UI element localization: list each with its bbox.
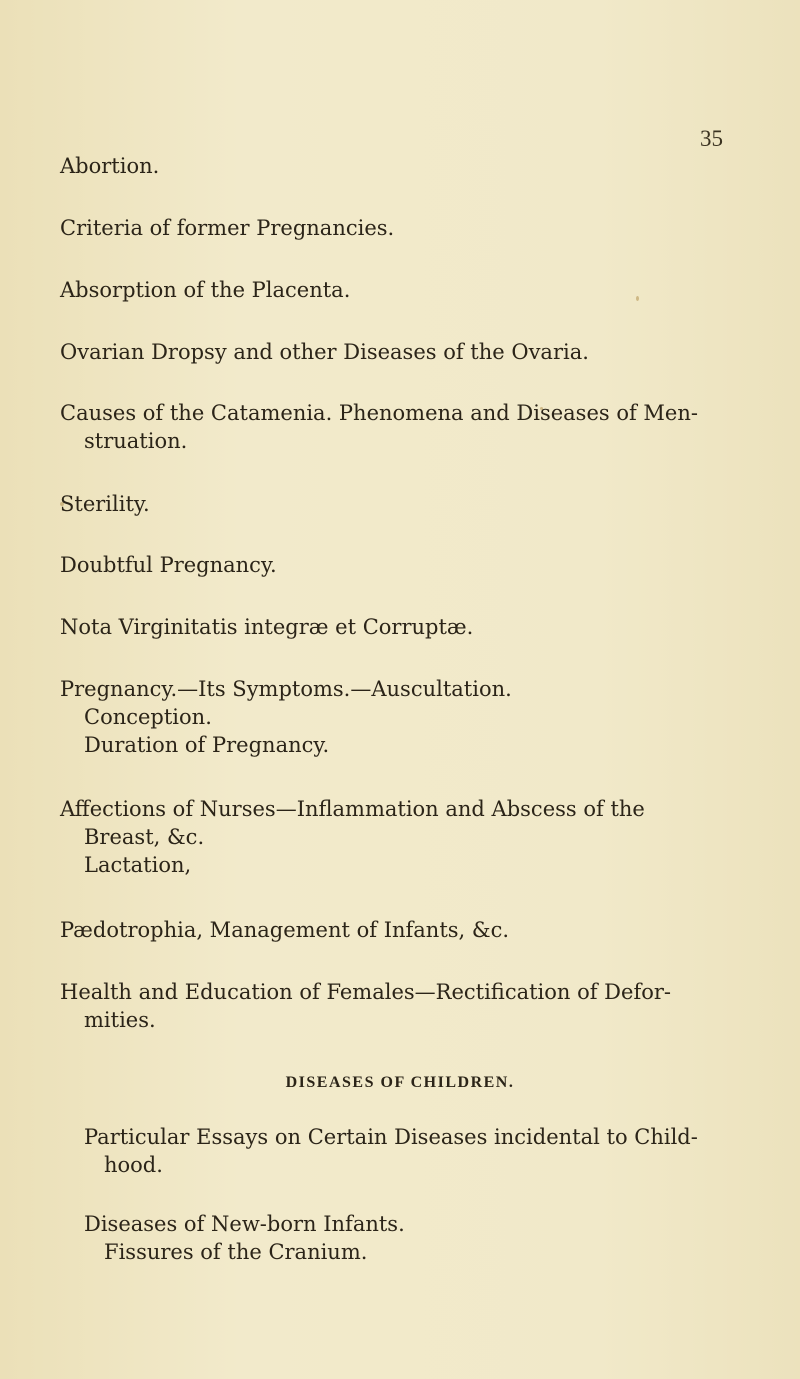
entry-line: Conception. [84,705,212,729]
entry-line: Affections of Nurses—Inflammation and Abscess of the [60,797,645,821]
entry-health-education [60,978,770,1034]
entry-nota-virginitatis [60,613,770,641]
entry-new-born-infants [60,1210,770,1266]
entry-abortion [60,152,770,180]
entry-line: Lactation, [84,853,192,877]
section-heading: DISEASES OF CHILDREN. [285,1074,515,1091]
entry-line: Absorption of the Placenta. [60,278,351,302]
entry-line: Nota Virginitatis integræ et Corruptæ. [60,615,474,639]
entry-particular-essays [60,1123,770,1179]
entry-absorption [60,276,770,304]
entry-sterility [60,490,770,518]
entry-line: Doubtful Pregnancy. [60,553,277,577]
entry-line: Sterility. [60,492,150,516]
entry-line: Causes of the Catamenia. Phenomena and Diseases of Men- [60,401,698,425]
entry-catamenia [60,399,770,455]
entry-line: mities. [84,1008,156,1032]
entry-line: Duration of Pregnancy. [84,733,330,757]
entry-line: Pædotrophia, Management of Infants, &c. [60,918,510,942]
entry-paedotrophia [60,916,770,944]
entry-pregnancy [60,675,770,759]
entry-ovarian-dropsy [60,338,770,366]
entry-line: Abortion. [60,154,160,178]
entry-line: Diseases of New-born Infants. [84,1212,405,1236]
entry-line: Health and Education of Females—Rectification of Defor- [60,980,671,1004]
entry-line: Criteria of former Pregnancies. [60,216,395,240]
entry-line: Breast, &c. [84,825,205,849]
entry-criteria [60,214,770,242]
entry-line: hood. [104,1153,163,1177]
entry-line: Particular Essays on Certain Diseases incidental to Child- [84,1125,698,1149]
page-number: 35 [700,126,723,151]
entry-affections-of-nurses [60,795,770,879]
entry-line: Ovarian Dropsy and other Diseases of the Ovaria. [60,340,589,364]
entry-line: struation. [84,429,188,453]
entry-line: Pregnancy.—Its Symptoms.—Auscultation. [60,677,512,701]
entry-doubtful-pregnancy [60,551,770,579]
entry-line: Fissures of the Cranium. [104,1240,368,1264]
